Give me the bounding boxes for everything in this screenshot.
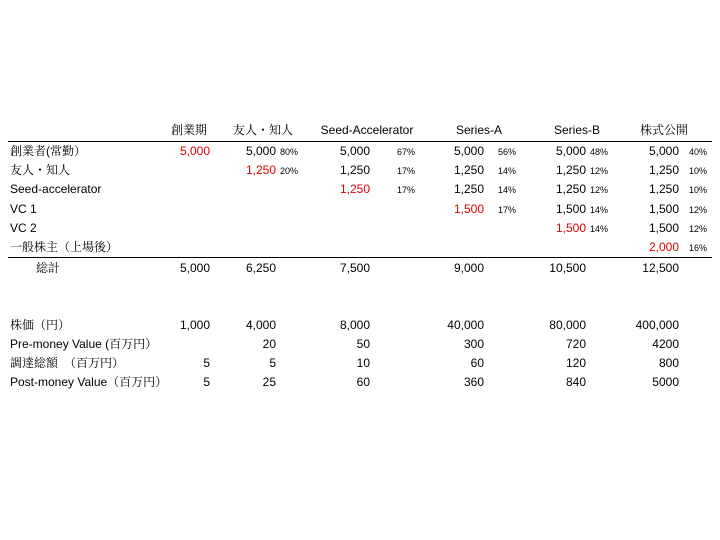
ownership-percent: 80% <box>280 147 299 157</box>
valuation-value: 80,000 <box>549 318 586 332</box>
column-header: Seed-Accelerator <box>320 123 414 137</box>
row-label: Seed-accelerator <box>10 182 102 196</box>
column-header: 友人・知人 <box>232 123 294 137</box>
share-count: 1,250 <box>453 182 484 196</box>
valuation-label: 調達総額 （百万円） <box>10 356 125 370</box>
ownership-percent: 14% <box>590 224 609 234</box>
valuation-value: 8,000 <box>339 318 370 332</box>
ownership-percent: 14% <box>498 185 517 195</box>
share-count: 5,000 <box>648 144 679 158</box>
total-label: 総計 <box>36 261 61 275</box>
share-count: 1,250 <box>648 182 679 196</box>
share-count: 5,000 <box>555 144 586 158</box>
valuation-value: 300 <box>463 337 484 351</box>
valuation-value: 360 <box>463 375 484 389</box>
valuation-value: 720 <box>565 337 586 351</box>
valuation-value: 60 <box>356 375 370 389</box>
total-value: 9,000 <box>453 261 484 275</box>
total-value: 10,500 <box>549 261 586 275</box>
share-count: 1,500 <box>648 221 679 235</box>
row-label: VC 2 <box>10 221 37 235</box>
ownership-percent: 12% <box>689 224 708 234</box>
valuation-label: Post-money Value（百万円） <box>10 375 168 389</box>
valuation-value: 4200 <box>652 337 679 351</box>
header-rule <box>8 141 712 142</box>
valuation-value: 4,000 <box>245 318 276 332</box>
column-header: 株式公開 <box>639 123 689 137</box>
ownership-percent: 10% <box>689 166 708 176</box>
share-count: 5,000 <box>339 144 370 158</box>
share-count: 1,250 <box>339 182 370 196</box>
ownership-percent: 17% <box>397 185 416 195</box>
ownership-percent: 20% <box>280 166 299 176</box>
valuation-value: 5 <box>203 375 210 389</box>
share-count: 1,250 <box>555 182 586 196</box>
ownership-percent: 12% <box>689 205 708 215</box>
row-label: VC 1 <box>10 202 37 216</box>
valuation-value: 400,000 <box>635 318 679 332</box>
valuation-value: 840 <box>565 375 586 389</box>
share-count: 1,500 <box>555 202 586 216</box>
valuation-value: 60 <box>470 356 484 370</box>
share-count: 1,250 <box>555 163 586 177</box>
valuation-value: 5 <box>203 356 210 370</box>
share-count: 1,500 <box>648 202 679 216</box>
share-count: 5,000 <box>453 144 484 158</box>
total-value: 5,000 <box>179 261 210 275</box>
share-count: 1,250 <box>339 163 370 177</box>
column-header: Series-A <box>455 123 503 137</box>
ownership-percent: 12% <box>590 166 609 176</box>
total-rule <box>8 257 712 258</box>
valuation-label: 株価（円） <box>10 318 71 332</box>
ownership-percent: 67% <box>397 147 416 157</box>
share-count: 1,500 <box>453 202 484 216</box>
ownership-percent: 14% <box>590 205 609 215</box>
share-count: 5,000 <box>179 144 210 158</box>
valuation-value: 800 <box>658 356 679 370</box>
valuation-value: 1,000 <box>179 318 210 332</box>
column-header: 創業期 <box>170 123 208 137</box>
ownership-percent: 48% <box>590 147 609 157</box>
ownership-percent: 17% <box>498 205 517 215</box>
ownership-percent: 16% <box>689 243 708 253</box>
ownership-percent: 14% <box>498 166 517 176</box>
valuation-value: 20 <box>262 337 276 351</box>
share-count: 1,250 <box>648 163 679 177</box>
share-count: 1,500 <box>555 221 586 235</box>
share-count: 1,250 <box>245 163 276 177</box>
ownership-percent: 17% <box>397 166 416 176</box>
valuation-value: 25 <box>262 375 276 389</box>
valuation-value: 5000 <box>652 375 679 389</box>
ownership-percent: 10% <box>689 185 708 195</box>
row-label: 友人・知人 <box>10 163 71 177</box>
valuation-value: 120 <box>565 356 586 370</box>
valuation-value: 40,000 <box>447 318 484 332</box>
column-header: Series-B <box>553 123 601 137</box>
ownership-percent: 56% <box>498 147 517 157</box>
valuation-value: 5 <box>269 356 276 370</box>
valuation-label: Pre-money Value (百万円） <box>10 337 158 351</box>
share-count: 5,000 <box>245 144 276 158</box>
share-count: 2,000 <box>648 240 679 254</box>
total-value: 6,250 <box>245 261 276 275</box>
ownership-percent: 40% <box>689 147 708 157</box>
row-label: 創業者(常勤） <box>10 144 86 158</box>
valuation-value: 50 <box>356 337 370 351</box>
total-value: 7,500 <box>339 261 370 275</box>
total-value: 12,500 <box>642 261 679 275</box>
row-label: 一般株主（上場後） <box>10 240 119 254</box>
valuation-value: 10 <box>356 356 370 370</box>
share-count: 1,250 <box>453 163 484 177</box>
ownership-percent: 12% <box>590 185 609 195</box>
